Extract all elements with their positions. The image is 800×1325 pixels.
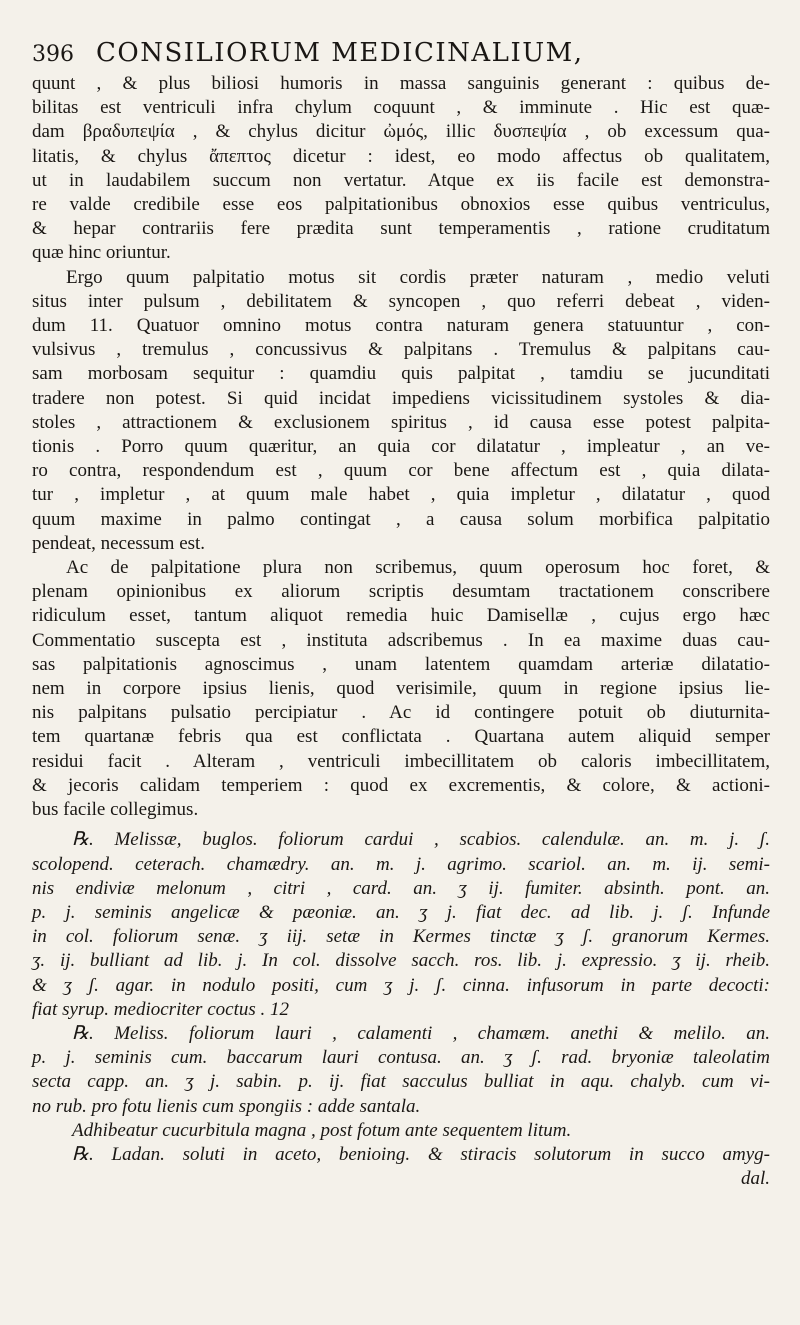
text-line: dum 11. Quatuor omnino motus contra naturam genera statuuntur , con-	[32, 315, 770, 337]
text-line: sam morbosam sequitur : quamdiu quis palpitat , tamdiu se jucunditati	[32, 363, 770, 385]
text-line: bus facile collegimus.	[32, 799, 199, 821]
text-line: & jecoris calidam temperiem : quod ex excrementis, & colore, & actioni-	[32, 774, 770, 796]
text-line: sas palpitationis agnoscimus , unam latentem quamdam arteriæ dilatatio-	[32, 653, 770, 675]
prescription-line: Adhibeatur cucurbitula magna , post fotum ante sequentem litum.	[72, 1119, 572, 1141]
text-line: situs inter pulsum , debilitatem & syncopen , quo referri debeat , viden-	[32, 290, 770, 312]
text-line: stoles , attractionem & exclusionem spiritus , id causa esse potest palpita-	[32, 411, 770, 433]
text-line: quæ hinc oriuntur.	[32, 242, 171, 264]
text-line: plenam opinionibus ex aliorum scriptis desumtam tractationem conscribere	[32, 581, 770, 603]
text-line: tionis . Porro quum quæritur, an quia cor dilatatur , impleatur , an ve-	[32, 436, 770, 458]
text-line: Commentatio suscepta est , instituta adscribemus . In ea maxime duas cau-	[32, 629, 770, 651]
prescription-line: & ʒ ʃ. agar. in nodulo positi, cum ʒ j. ʃ. cinna. infusorum in parte decocti:	[32, 974, 770, 996]
prescription-line: no rub. pro fotu lienis cum spongiis : adde santala.	[32, 1095, 421, 1117]
text-line: ridiculum esset, tantum aliquot remedia huic Damisellæ , cujus ergo hæc	[32, 605, 770, 627]
prescription-line: dal.	[740, 1168, 770, 1190]
prescription-line: p. j. seminis angelicæ & pæoniæ. an. ʒ j. fiat dec. ad lib. j. ʃ. Infunde	[32, 901, 770, 923]
page-number: 396	[32, 42, 74, 67]
text-line: & hepar contrariis fere prædita sunt temperamentis , ratione cruditatum	[32, 218, 770, 240]
text-line: Ac de palpitatione plura non scribemus, quum operosum hoc foret, &	[66, 557, 770, 579]
body-text	[32, 72, 770, 1191]
text-line: dam βραδυπεψία , & chylus dicitur ὠμός, illic δυσπεψία , ob excessum qua-	[32, 121, 770, 143]
page-header	[32, 38, 770, 68]
prescription-line: ℞. Meliss. foliorum lauri , calamenti , chamæm. anethi & melilo. an.	[72, 1022, 770, 1044]
text-line: ut in laudabilem succum non vertatur. Atque ex iis facile est demonstra-	[32, 169, 770, 191]
text-line: nis palpitans pulsatio percipiatur . Ac id contingere potuit ob diuturnita-	[32, 702, 770, 724]
prescription-line: nis endiviæ melonum , citri , card. an. ʒ ij. fumiter. absinth. pont. an.	[32, 877, 770, 899]
text-line: tradere non potest. Si quid incidat impediens vicissitudinem systoles & dia-	[32, 387, 770, 409]
prescription-line: in col. foliorum senæ. ʒ iij. setæ in Kermes tinctæ ʒ ʃ. granorum Kermes.	[32, 926, 770, 948]
prescription-line: p. j. seminis cum. baccarum lauri contusa. an. ʒ ʃ. rad. bryoniæ taleolatim	[32, 1047, 770, 1069]
prescription-line: ʒ. ij. bulliant ad lib. j. In col. dissolve sacch. ros. lib. j. expressio. ʒ ij. rheib.	[32, 950, 770, 972]
text-line: tur , impletur , at quum male habet , quia impletur , dilatatur , quod	[32, 484, 770, 506]
prescription-line: ℞. Ladan. soluti in aceto, benioing. & stiracis solutorum in succo amyg-	[72, 1143, 770, 1165]
prescription-line: ℞. Melissæ, buglos. foliorum cardui , scabios. calendulæ. an. m. j. ʃ.	[72, 829, 770, 851]
text-line: pendeat, necessum est.	[32, 532, 206, 554]
text-line: tem quartanæ febris qua est conflictata . Quartana autem aliquid semper	[32, 726, 770, 748]
text-line: residui facit . Alteram , ventriculi imbecillitatem ob caloris imbecillitatem,	[32, 750, 770, 772]
text-line: vulsivus , tremulus , concussivus & palpitans . Tremulus & palpitans cau-	[32, 339, 770, 361]
text-line: re valde credibile esse eos palpitationibus obnoxios esse quibus ventriculus,	[32, 194, 770, 216]
text-line: nem in corpore ipsius lienis, quod verisimile, quum in regione ipsius lie-	[32, 678, 770, 700]
text-line: Ergo quum palpitatio motus sit cordis præter naturam , medio veluti	[66, 266, 770, 288]
prescription-line: scolopend. ceterach. chamædry. an. m. j. agrimo. scariol. an. m. ij. semi-	[32, 853, 770, 875]
text-line: ro contra, respondendum est , quum cor bene affectum est , quia dilata-	[32, 460, 770, 482]
text-line: quunt , & plus biliosi humoris in massa sanguinis generant : quibus de-	[32, 73, 770, 94]
prescription-line: secta capp. an. ʒ j. sabin. p. ij. fiat sacculus bulliat in aqu. chalyb. cum vi-	[32, 1071, 770, 1093]
prescription-line: fiat syrup. mediocriter coctus . 12	[32, 998, 289, 1020]
text-line: bilitas est ventriculi infra chylum coquunt , & imminute . Hic est quæ-	[32, 97, 770, 119]
text-line: litatis, & chylus ἄπεπτος dicetur : idest, eo modo affectus ob qualitatem,	[32, 145, 770, 167]
running-title: CONSILIORUM MEDICINALIUM,	[96, 38, 584, 68]
text-line: quum maxime in palmo contingat , a causa solum morbifica palpitatio	[32, 508, 770, 530]
